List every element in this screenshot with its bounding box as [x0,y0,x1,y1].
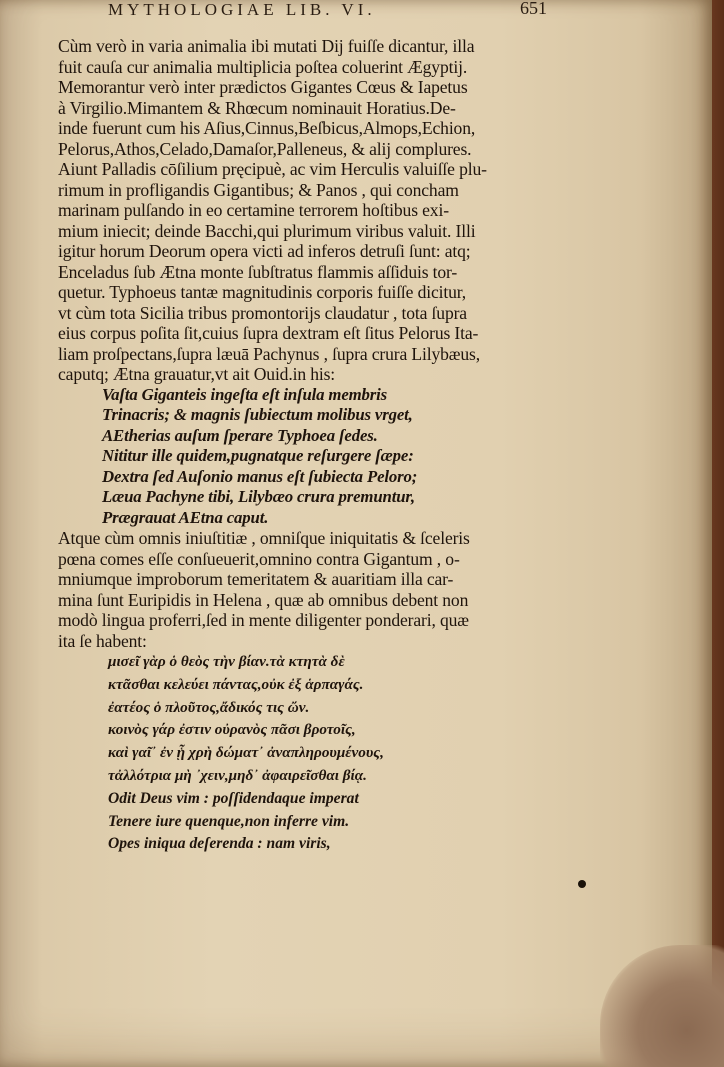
verse-line: Dextra ſed Auſonio manus eſt ſubiecta Peloro; [102,466,418,486]
text-line: vt cùm tota Sicilia tribus promontorijs claudatur , tota ſupra [58,302,467,323]
text-line: igitur horum Deorum opera victi ad inferos detruſi ſunt: atq; [58,241,471,261]
text-line: mina ſunt Euripidis in Helena , quæ ab omnibus debent non [58,589,469,610]
text-line: ita ſe habent: [58,630,147,651]
latin-translation-quote [58,788,588,856]
greek-line: μισεῖ γὰρ ὁ θεὸς τὴν βίαν.τὰ κτητὰ δὲ [108,653,345,670]
verse-line: Tenere iure quenque,non inferre vim. [108,812,350,830]
greek-line: καὶ γαῖ᾽ ἐν ᾗ χρὴ δώματ᾽ ἀναπληρουμένους, [108,744,384,762]
text-line: rimum in profligandis Gigantibus; & Panos , qui concham [58,179,459,200]
text-line: fuit cauſa cur animalia multiplicia poſtea coluerint Ægyptij. [58,56,468,77]
page-number: 651 [520,0,547,18]
text-line: caputq; Ætna grauatur,vt ait Ouid.in his: [58,364,336,384]
greek-line: κτᾶσθαι κελεύει πάντας,οὐκ ἐξ ἁρπαγάς. [108,675,364,693]
prose-paragraph-2 [58,528,588,651]
verse-line: Opes iniqua deſerenda : nam viris, [108,835,331,853]
running-head: MYTHOLOGIAE LIB. VI. [108,0,376,19]
ink-dot [578,880,586,888]
verse-line: Odit Deus vim : poſſidendaque imperat [108,789,359,807]
text-line: pœna comes eſſe conſueuerit,omnino contra Gigantum , o- [58,548,460,569]
greek-line: ἐατέος ὁ πλοῦτος,ἄδικός τις ὤν. [108,698,310,716]
text-line: liam proſpectans,ſupra læuā Pachynus , ſupra crura Lilybæus, [58,343,480,364]
verse-line: Vaſta Giganteis ingeſta eſt inſula membris [102,384,388,404]
ovid-verse-quote [58,385,588,529]
greek-line: κοινὸς γάρ ἐστιν οὐρανὸς πᾶσι βροτοῖς, [108,721,356,739]
corner-stain [600,945,724,1067]
text-line: Memorantur verò inter prædictos Gigantes Cœus & Iapetus [58,77,468,97]
text-line: Atque cùm omnis iniuſtitiæ , omniſque iniquitatis & ſceleris [58,528,470,548]
verse-line: Nititur ille quidem,pugnatque reſurgere ſæpe: [102,446,414,465]
greek-line: τἀλλότρια μὴ ᾽χειν,μηδ᾽ ἀφαιρεῖσθαι βίᾳ. [108,766,367,784]
verse-line: Læua Pachyne tibi, Lilybæo crura premuntur, [102,487,415,506]
text-line: inde fuerunt cum his Aſius,Cinnus,Beſbicus,Almops,Echion, [58,118,476,138]
verse-line: Prægrauat AEtna caput. [102,507,269,527]
verse-line: AEtherias auſum ſperare Typhoea ſedes. [102,425,378,445]
prose-paragraph-1 [58,36,588,385]
text-line: Aiunt Palladis cōſilium pręcipuè, ac vim Herculis valuiſſe plu- [58,159,487,179]
text-line: à Virgilio.Mimantem & Rhœcum nominauit Horatius.De- [58,97,456,118]
text-line: Enceladus ſub Ætna monte ſubſtratus flammis aſſiduis tor- [58,261,458,282]
greek-verse-quote [58,651,588,788]
page-header [108,0,628,26]
text-line: eius corpus poſita ſit,cuius ſupra dextram eſt ſitus Pelorus Ita- [58,323,479,343]
text-line: marinam pulſando in eo certamine terrorem hoſtibus exi- [58,200,449,220]
text-line: Pelorus,Athos,Celado,Damaſor,Palleneus, & alij complures. [58,138,472,159]
text-line: quetur. Typhoeus tantæ magnitudinis corporis fuiſſe dicitur, [58,282,467,302]
page-body [58,36,588,856]
text-line: modò lingua proferri,ſed in mente diligenter ponderari, quæ [58,610,469,630]
text-line: mniumque improborum temeritatem & auaritiam illa car- [58,569,454,589]
text-line: mium iniecit; deinde Bacchi,qui plurimum viribus valuit. Illi [58,220,476,241]
verse-line: Trinacris; & magnis ſubiectum molibus vrget, [102,405,413,424]
text-line: Cùm verò in varia animalia ibi mutati Dij fuiſſe dicantur, illa [58,36,475,56]
